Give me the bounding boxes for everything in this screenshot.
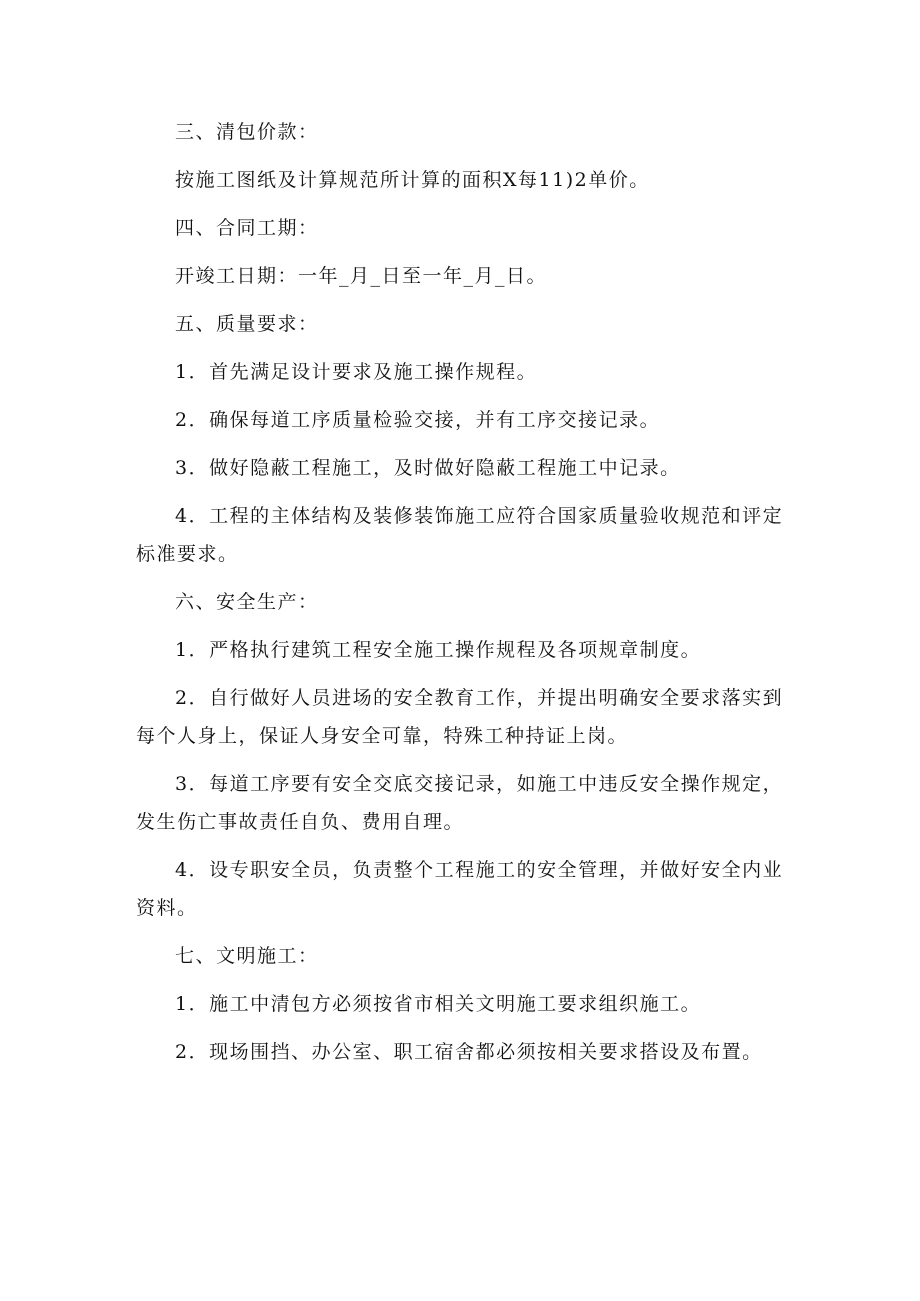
quality-item-1: 1．首先满足设计要求及施工操作规程。 — [175, 361, 538, 383]
safety-item-3: 3．每道工序要有安全交底交接记录，如施工中违反安全操作规定，发生伤亡事故责任自负、费用自理。 — [136, 773, 784, 833]
section-heading-safety: 六、安全生产： — [175, 591, 319, 613]
safety-item-2: 2．自行做好人员进场的安全教育工作，并提出明确安全要求落实到每个人身上，保证人身安全可靠，特殊工种持证上岗。 — [136, 687, 784, 747]
quality-item-2: 2．确保每道工序质量检验交接，并有工序交接记录。 — [175, 409, 661, 431]
document-body — [136, 113, 786, 1071]
safety-item-4: 4．设专职安全员，负责整个工程施工的安全管理，并做好安全内业资料。 — [136, 859, 784, 919]
section-heading-price: 三、清包价款： — [175, 121, 319, 143]
section-heading-civilized-construction: 七、文明施工： — [175, 945, 319, 967]
section-heading-quality: 五、质量要求： — [175, 313, 319, 335]
quality-item-3: 3．做好隐蔽工程施工，及时做好隐蔽工程施工中记录。 — [175, 457, 681, 479]
schedule-clause: 开竣工日期：一年_月_日至一年_月_日。 — [175, 265, 548, 287]
price-clause: 按施工图纸及计算规范所计算的面积X每11)2单价。 — [175, 169, 650, 191]
safety-item-1: 1．严格执行建筑工程安全施工操作规程及各项规章制度。 — [175, 639, 702, 661]
quality-item-4: 4．工程的主体结构及装修装饰施工应符合国家质量验收规范和评定标准要求。 — [136, 505, 784, 565]
civilized-item-1: 1．施工中清包方必须按省市相关文明施工要求组织施工。 — [175, 993, 702, 1015]
section-heading-schedule: 四、合同工期： — [175, 217, 319, 239]
civilized-item-2: 2．现场围挡、办公室、职工宿舍都必须按相关要求搭设及布置。 — [175, 1041, 763, 1063]
